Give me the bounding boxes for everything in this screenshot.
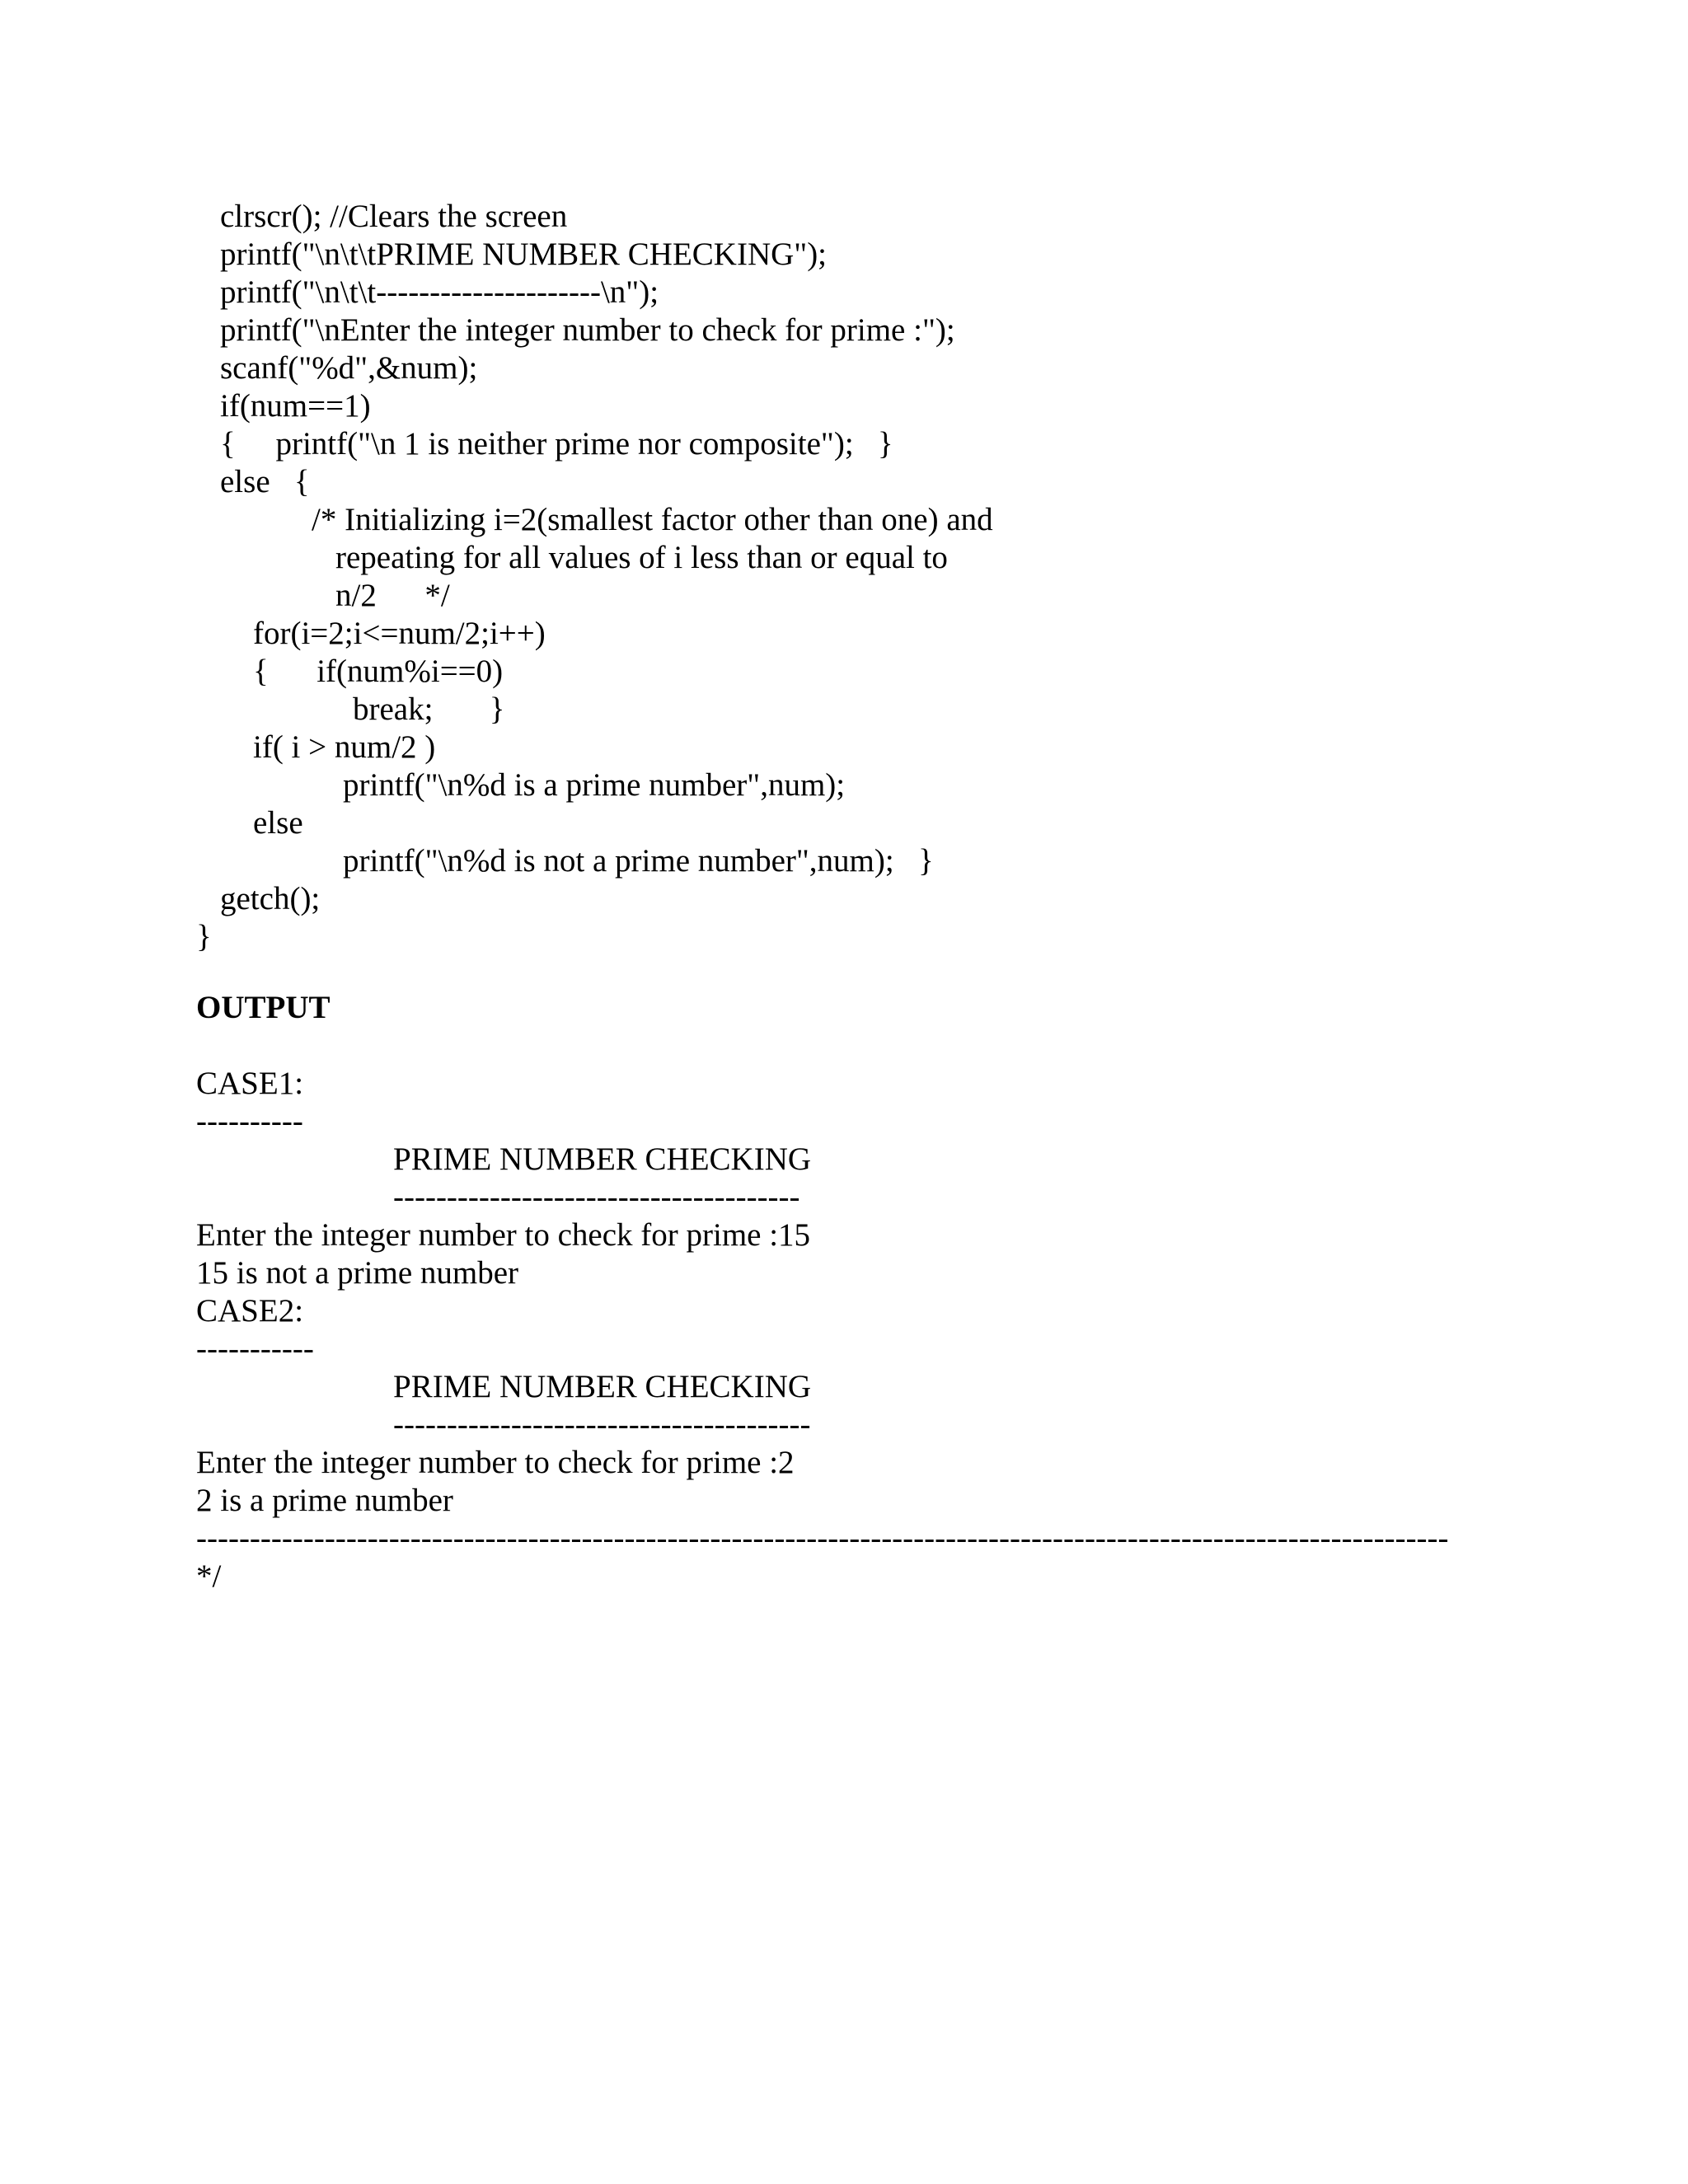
case2-underline: ----------- xyxy=(196,1331,314,1366)
case1-underline: ---------- xyxy=(196,1104,303,1139)
separator-line: --------------------------------------------------------------------------------------------------------------------- xyxy=(196,1521,1449,1556)
code-line: printf("\nEnter the integer number to check for prime :"); xyxy=(220,312,955,348)
code-line: else xyxy=(253,805,303,841)
code-line: printf("\n\t\tPRIME NUMBER CHECKING"); xyxy=(220,237,828,272)
case1-title-underline: -------------------------------------- xyxy=(393,1179,800,1215)
code-line: { if(num%i==0) xyxy=(253,654,504,689)
code-line: getch(); xyxy=(220,881,321,916)
code-comment-line: n/2 */ xyxy=(335,578,450,613)
code-line: printf("\n\t\t---------------------\n"); xyxy=(220,274,659,310)
code-comment-line: repeating for all values of i less than or equal to xyxy=(335,540,948,575)
code-line: clrscr(); //Clears the screen xyxy=(220,199,568,234)
case2-result: 2 is a prime number xyxy=(196,1483,453,1518)
case1-label: CASE1: xyxy=(196,1066,304,1101)
output-heading: OUTPUT xyxy=(196,990,331,1025)
case1-prompt: Enter the integer number to check for prime :15 xyxy=(196,1217,811,1253)
code-line: else { xyxy=(220,464,310,499)
code-line: printf("\n%d is not a prime number",num); } xyxy=(343,843,934,879)
case2-label: CASE2: xyxy=(196,1293,304,1329)
code-line: scanf("%d",&num); xyxy=(220,350,478,386)
comment-close: */ xyxy=(196,1558,222,1594)
case1-result: 15 is not a prime number xyxy=(196,1255,519,1291)
case2-prompt: Enter the integer number to check for prime :2 xyxy=(196,1445,795,1480)
case1-title: PRIME NUMBER CHECKING xyxy=(393,1141,812,1177)
code-line: printf("\n%d is a prime number",num); xyxy=(343,767,846,803)
code-line: if( i > num/2 ) xyxy=(253,729,436,765)
code-line: { printf("\n 1 is neither prime nor composite"); } xyxy=(220,426,893,462)
code-line: if(num==1) xyxy=(220,388,371,424)
code-comment-line: /* Initializing i=2(smallest factor other than one) and xyxy=(312,502,993,537)
case2-title: PRIME NUMBER CHECKING xyxy=(393,1369,812,1404)
code-line: for(i=2;i<=num/2;i++) xyxy=(253,616,546,651)
case2-title-underline: --------------------------------------- xyxy=(393,1407,811,1442)
code-line: break; } xyxy=(353,691,505,727)
code-line: } xyxy=(196,919,212,954)
